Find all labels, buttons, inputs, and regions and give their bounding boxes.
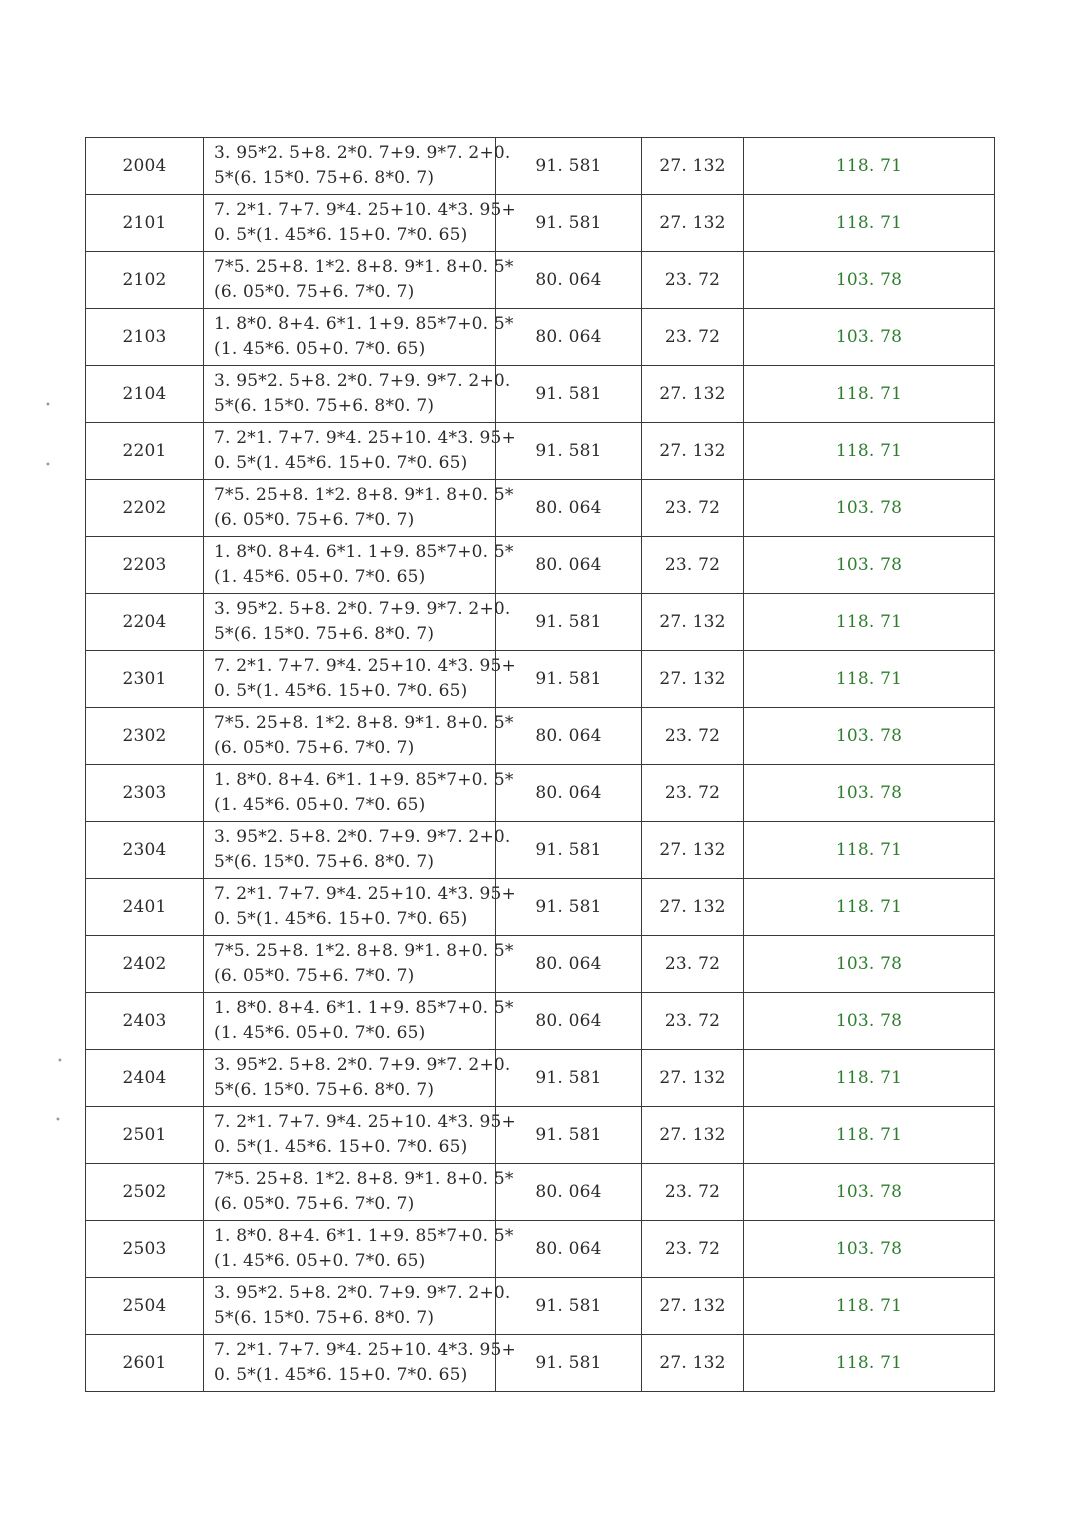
shared-area-cell: 27. 132: [642, 195, 744, 252]
table-row: [86, 651, 995, 708]
room-number-cell: 2403: [86, 993, 204, 1050]
shared-area-cell: 27. 132: [642, 651, 744, 708]
area-formula-cell: [204, 1335, 516, 1392]
scan-speck: •: [45, 460, 51, 471]
total-area-cell: 103. 78: [744, 480, 995, 537]
room-number-cell: 2504: [86, 1278, 204, 1335]
room-number-cell: 2302: [86, 708, 204, 765]
total-area-cell: 118. 71: [744, 1335, 995, 1392]
area-formula-cell: [204, 252, 514, 309]
total-area-cell: 118. 71: [744, 423, 995, 480]
shared-area-cell: 27. 132: [642, 423, 744, 480]
room-number-cell: 2303: [86, 765, 204, 822]
table-row: [86, 366, 995, 423]
shared-area-cell: 23. 72: [642, 765, 744, 822]
inner-area-cell: 91. 581: [496, 1107, 642, 1164]
inner-area-cell: 80. 064: [496, 252, 642, 309]
area-formula-cell: [204, 594, 511, 651]
formula-line-1: 1. 8*0. 8+4. 6*1. 1+9. 85*7+0. 5*: [214, 542, 514, 562]
formula-line-2: 5*(6. 15*0. 75+6. 8*0. 7): [214, 168, 435, 188]
formula-line-2: 0. 5*(1. 45*6. 15+0. 7*0. 65): [214, 1365, 468, 1385]
table-row: [86, 822, 995, 879]
formula-line-2: 5*(6. 15*0. 75+6. 8*0. 7): [214, 396, 435, 416]
scan-speck: •: [57, 1056, 63, 1067]
formula-line-1: 7. 2*1. 7+7. 9*4. 25+10. 4*3. 95+: [214, 1112, 516, 1132]
area-formula-cell: [204, 765, 514, 822]
formula-line-2: (6. 05*0. 75+6. 7*0. 7): [214, 510, 415, 530]
area-formula-cell: [204, 195, 516, 252]
formula-line-2: (6. 05*0. 75+6. 7*0. 7): [214, 282, 415, 302]
formula-line-1: 3. 95*2. 5+8. 2*0. 7+9. 9*7. 2+0.: [214, 1283, 511, 1303]
formula-line-1: 7. 2*1. 7+7. 9*4. 25+10. 4*3. 95+: [214, 200, 516, 220]
inner-area-cell: 91. 581: [496, 879, 642, 936]
inner-area-cell: 91. 581: [496, 195, 642, 252]
total-area-cell: 118. 71: [744, 195, 995, 252]
inner-area-cell: 80. 064: [496, 537, 642, 594]
table-row: [86, 993, 995, 1050]
formula-line-1: 1. 8*0. 8+4. 6*1. 1+9. 85*7+0. 5*: [214, 314, 514, 334]
area-formula-cell: [204, 993, 514, 1050]
table-row: [86, 1221, 995, 1278]
area-formula-cell: [204, 822, 511, 879]
formula-line-1: 3. 95*2. 5+8. 2*0. 7+9. 9*7. 2+0.: [214, 143, 511, 163]
total-area-cell: 103. 78: [744, 993, 995, 1050]
area-formula-cell: [204, 366, 511, 423]
shared-area-cell: 23. 72: [642, 936, 744, 993]
formula-line-2: (1. 45*6. 05+0. 7*0. 65): [214, 1023, 426, 1043]
area-formula-cell: [204, 537, 514, 594]
total-area-cell: 118. 71: [744, 366, 995, 423]
table-row: [86, 1278, 995, 1335]
table-row: [86, 138, 995, 195]
total-area-cell: 118. 71: [744, 1107, 995, 1164]
shared-area-cell: 27. 132: [642, 1050, 744, 1107]
formula-line-1: 3. 95*2. 5+8. 2*0. 7+9. 9*7. 2+0.: [214, 1055, 511, 1075]
total-area-cell: 103. 78: [744, 309, 995, 366]
area-formula-cell: [204, 138, 511, 195]
total-area-cell: 103. 78: [744, 252, 995, 309]
shared-area-cell: 23. 72: [642, 309, 744, 366]
inner-area-cell: 80. 064: [496, 309, 642, 366]
shared-area-cell: 27. 132: [642, 822, 744, 879]
table-row: [86, 708, 995, 765]
total-area-cell: 118. 71: [744, 651, 995, 708]
formula-line-1: 7. 2*1. 7+7. 9*4. 25+10. 4*3. 95+: [214, 428, 516, 448]
total-area-cell: 103. 78: [744, 1221, 995, 1278]
area-formula-cell: [204, 651, 516, 708]
area-formula-cell: [204, 423, 516, 480]
area-formula-cell: [204, 879, 516, 936]
room-number-cell: 2401: [86, 879, 204, 936]
inner-area-cell: 91. 581: [496, 423, 642, 480]
shared-area-cell: 27. 132: [642, 1107, 744, 1164]
inner-area-cell: 80. 064: [496, 993, 642, 1050]
inner-area-cell: 80. 064: [496, 765, 642, 822]
shared-area-cell: 23. 72: [642, 537, 744, 594]
room-number-cell: 2202: [86, 480, 204, 537]
formula-line-2: (6. 05*0. 75+6. 7*0. 7): [214, 966, 415, 986]
inner-area-cell: 91. 581: [496, 1278, 642, 1335]
area-table-body: [86, 138, 995, 1392]
formula-line-2: 5*(6. 15*0. 75+6. 8*0. 7): [214, 852, 435, 872]
table-row: [86, 879, 995, 936]
area-formula-cell: [204, 1278, 511, 1335]
scan-speck: •: [55, 1115, 61, 1126]
table-row: [86, 1164, 995, 1221]
room-number-cell: 2203: [86, 537, 204, 594]
scan-speck: •: [45, 400, 51, 411]
formula-line-1: 7. 2*1. 7+7. 9*4. 25+10. 4*3. 95+: [214, 656, 516, 676]
total-area-cell: 118. 71: [744, 822, 995, 879]
total-area-cell: 118. 71: [744, 1278, 995, 1335]
inner-area-cell: 91. 581: [496, 1335, 642, 1392]
room-number-cell: 2501: [86, 1107, 204, 1164]
total-area-cell: 118. 71: [744, 1050, 995, 1107]
shared-area-cell: 23. 72: [642, 993, 744, 1050]
table-row: [86, 252, 995, 309]
room-number-cell: 2601: [86, 1335, 204, 1392]
formula-line-1: 7*5. 25+8. 1*2. 8+8. 9*1. 8+0. 5*: [214, 1169, 514, 1189]
formula-line-2: (1. 45*6. 05+0. 7*0. 65): [214, 567, 426, 587]
room-number-cell: 2102: [86, 252, 204, 309]
room-number-cell: 2004: [86, 138, 204, 195]
shared-area-cell: 27. 132: [642, 879, 744, 936]
formula-line-2: (1. 45*6. 05+0. 7*0. 65): [214, 339, 426, 359]
table-row: [86, 195, 995, 252]
area-formula-cell: [204, 1050, 511, 1107]
formula-line-1: 7. 2*1. 7+7. 9*4. 25+10. 4*3. 95+: [214, 884, 516, 904]
formula-line-1: 3. 95*2. 5+8. 2*0. 7+9. 9*7. 2+0.: [214, 599, 511, 619]
room-number-cell: 2204: [86, 594, 204, 651]
area-formula-cell: [204, 309, 514, 366]
inner-area-cell: 91. 581: [496, 651, 642, 708]
total-area-cell: 103. 78: [744, 936, 995, 993]
area-formula-cell: [204, 936, 514, 993]
table-row: [86, 1335, 995, 1392]
total-area-cell: 103. 78: [744, 537, 995, 594]
table-row: [86, 537, 995, 594]
shared-area-cell: 23. 72: [642, 708, 744, 765]
total-area-cell: 118. 71: [744, 879, 995, 936]
area-formula-cell: [204, 1164, 514, 1221]
area-formula-cell: [204, 1107, 516, 1164]
formula-line-2: 0. 5*(1. 45*6. 15+0. 7*0. 65): [214, 909, 468, 929]
formula-line-2: 5*(6. 15*0. 75+6. 8*0. 7): [214, 624, 435, 644]
shared-area-cell: 23. 72: [642, 1164, 744, 1221]
formula-line-1: 7*5. 25+8. 1*2. 8+8. 9*1. 8+0. 5*: [214, 485, 514, 505]
area-formula-cell: [204, 480, 514, 537]
inner-area-cell: 80. 064: [496, 1164, 642, 1221]
table-row: [86, 765, 995, 822]
shared-area-cell: 27. 132: [642, 138, 744, 195]
inner-area-cell: 91. 581: [496, 1050, 642, 1107]
shared-area-cell: 23. 72: [642, 1221, 744, 1278]
area-formula-cell: [204, 1221, 514, 1278]
formula-line-2: 5*(6. 15*0. 75+6. 8*0. 7): [214, 1080, 435, 1100]
formula-line-1: 7*5. 25+8. 1*2. 8+8. 9*1. 8+0. 5*: [214, 941, 514, 961]
room-number-cell: 2503: [86, 1221, 204, 1278]
inner-area-cell: 91. 581: [496, 822, 642, 879]
room-number-cell: 2104: [86, 366, 204, 423]
formula-line-2: (1. 45*6. 05+0. 7*0. 65): [214, 795, 426, 815]
formula-line-1: 1. 8*0. 8+4. 6*1. 1+9. 85*7+0. 5*: [214, 1226, 514, 1246]
formula-line-2: 0. 5*(1. 45*6. 15+0. 7*0. 65): [214, 681, 468, 701]
total-area-cell: 103. 78: [744, 765, 995, 822]
formula-line-2: (1. 45*6. 05+0. 7*0. 65): [214, 1251, 426, 1271]
inner-area-cell: 91. 581: [496, 138, 642, 195]
shared-area-cell: 27. 132: [642, 1278, 744, 1335]
shared-area-cell: 27. 132: [642, 366, 744, 423]
shared-area-cell: 27. 132: [642, 594, 744, 651]
shared-area-cell: 23. 72: [642, 252, 744, 309]
formula-line-2: 0. 5*(1. 45*6. 15+0. 7*0. 65): [214, 1137, 468, 1157]
room-number-cell: 2402: [86, 936, 204, 993]
formula-line-2: (6. 05*0. 75+6. 7*0. 7): [214, 738, 415, 758]
table-row: [86, 594, 995, 651]
formula-line-2: 5*(6. 15*0. 75+6. 8*0. 7): [214, 1308, 435, 1328]
room-number-cell: 2304: [86, 822, 204, 879]
table-row: [86, 423, 995, 480]
total-area-cell: 103. 78: [744, 708, 995, 765]
formula-line-1: 1. 8*0. 8+4. 6*1. 1+9. 85*7+0. 5*: [214, 998, 514, 1018]
inner-area-cell: 91. 581: [496, 594, 642, 651]
area-formula-cell: [204, 708, 514, 765]
area-table: [85, 137, 995, 1392]
formula-line-1: 3. 95*2. 5+8. 2*0. 7+9. 9*7. 2+0.: [214, 827, 511, 847]
room-number-cell: 2201: [86, 423, 204, 480]
total-area-cell: 118. 71: [744, 138, 995, 195]
table-row: [86, 309, 995, 366]
formula-line-1: 3. 95*2. 5+8. 2*0. 7+9. 9*7. 2+0.: [214, 371, 511, 391]
room-number-cell: 2502: [86, 1164, 204, 1221]
table-row: [86, 1107, 995, 1164]
total-area-cell: 103. 78: [744, 1164, 995, 1221]
formula-line-1: 7*5. 25+8. 1*2. 8+8. 9*1. 8+0. 5*: [214, 713, 514, 733]
inner-area-cell: 80. 064: [496, 480, 642, 537]
room-number-cell: 2301: [86, 651, 204, 708]
formula-line-1: 1. 8*0. 8+4. 6*1. 1+9. 85*7+0. 5*: [214, 770, 514, 790]
inner-area-cell: 80. 064: [496, 708, 642, 765]
formula-line-1: 7. 2*1. 7+7. 9*4. 25+10. 4*3. 95+: [214, 1340, 516, 1360]
total-area-cell: 118. 71: [744, 594, 995, 651]
room-number-cell: 2103: [86, 309, 204, 366]
formula-line-2: (6. 05*0. 75+6. 7*0. 7): [214, 1194, 415, 1214]
table-row: [86, 936, 995, 993]
formula-line-1: 7*5. 25+8. 1*2. 8+8. 9*1. 8+0. 5*: [214, 257, 514, 277]
formula-line-2: 0. 5*(1. 45*6. 15+0. 7*0. 65): [214, 225, 468, 245]
table-row: [86, 480, 995, 537]
inner-area-cell: 91. 581: [496, 366, 642, 423]
inner-area-cell: 80. 064: [496, 1221, 642, 1278]
room-number-cell: 2404: [86, 1050, 204, 1107]
inner-area-cell: 80. 064: [496, 936, 642, 993]
table-row: [86, 1050, 995, 1107]
room-number-cell: 2101: [86, 195, 204, 252]
shared-area-cell: 23. 72: [642, 480, 744, 537]
formula-line-2: 0. 5*(1. 45*6. 15+0. 7*0. 65): [214, 453, 468, 473]
shared-area-cell: 27. 132: [642, 1335, 744, 1392]
